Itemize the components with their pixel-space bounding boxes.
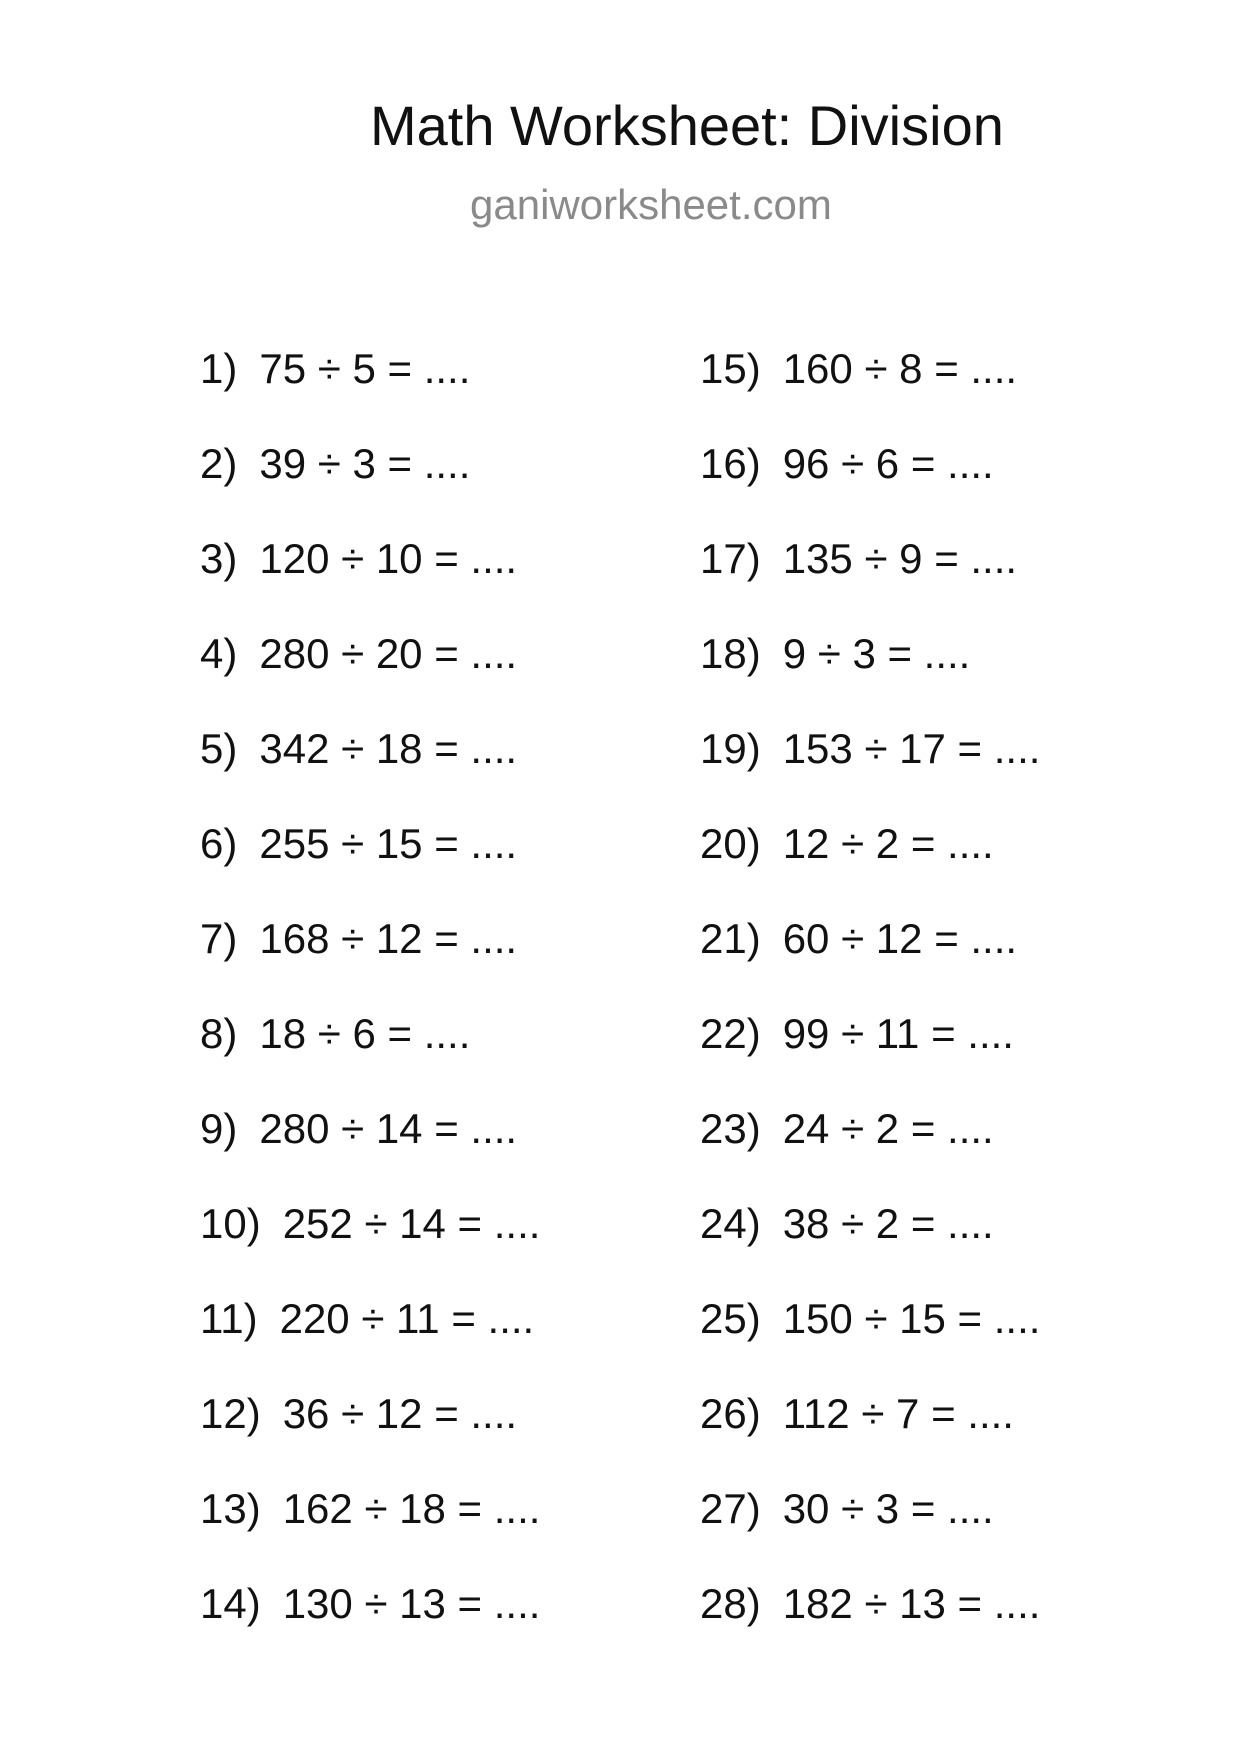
problem-column-left [200,345,541,1678]
problem-expression: 12 ÷ 2 = .... [782,820,994,867]
problem-item [700,915,1040,1013]
problem-item [700,630,1040,728]
problem-item [700,820,1040,918]
problem-item [200,535,540,633]
problem-expression: 9 ÷ 3 = .... [782,630,971,677]
problem-item [200,345,540,443]
problem-expression: 130 ÷ 13 = .... [282,1580,541,1627]
problem-item [200,440,540,538]
problem-number: 4) [200,630,238,677]
problem-expression: 36 ÷ 12 = .... [282,1390,518,1437]
problem-item [200,1390,540,1488]
problem-number: 9) [200,1105,238,1152]
website-subtitle: ganiworksheet.com [470,181,832,228]
problem-item [700,1200,1040,1298]
problem-expression: 24 ÷ 2 = .... [782,1105,994,1152]
problem-item [700,725,1041,823]
problem-item [700,535,1040,633]
problem-expression: 168 ÷ 12 = .... [259,915,518,962]
problem-number: 14) [200,1580,261,1627]
problem-number: 23) [700,1105,761,1152]
problem-number: 2) [200,440,238,487]
problem-item [200,915,540,1013]
problem-number: 8) [200,1010,238,1057]
problem-number: 10) [200,1200,261,1247]
problem-expression: 153 ÷ 17 = .... [782,725,1041,772]
worksheet-title: Math Worksheet: Division [370,94,1004,157]
problem-number: 6) [200,820,238,867]
problem-expression: 135 ÷ 9 = .... [782,535,1018,582]
problem-number: 22) [700,1010,761,1057]
problem-item [700,1010,1040,1108]
problem-expression: 30 ÷ 3 = .... [782,1485,994,1532]
problem-item [200,1010,540,1108]
problem-item [200,1485,541,1583]
problem-item [700,345,1040,443]
problem-expression: 75 ÷ 5 = .... [259,345,471,392]
problem-expression: 60 ÷ 12 = .... [782,915,1018,962]
problem-expression: 112 ÷ 7 = .... [782,1390,1014,1437]
problem-number: 17) [700,535,761,582]
problem-item [700,1295,1041,1393]
problem-number: 26) [700,1390,761,1437]
problem-number: 1) [200,345,238,392]
problem-number: 25) [700,1295,761,1342]
problem-number: 20) [700,820,761,867]
problem-expression: 96 ÷ 6 = .... [782,440,994,487]
problem-number: 19) [700,725,761,772]
problem-item [700,1485,1040,1583]
problem-expression: 39 ÷ 3 = .... [259,440,471,487]
problem-number: 21) [700,915,761,962]
problem-number: 18) [700,630,761,677]
problem-item [200,1200,541,1298]
problem-number: 3) [200,535,238,582]
problem-number: 5) [200,725,238,772]
problem-expression: 150 ÷ 15 = .... [782,1295,1041,1342]
problem-expression: 99 ÷ 11 = .... [782,1010,1014,1057]
problem-number: 13) [200,1485,261,1532]
problem-expression: 280 ÷ 20 = .... [259,630,518,677]
problem-expression: 182 ÷ 13 = .... [782,1580,1041,1627]
problem-expression: 162 ÷ 18 = .... [282,1485,541,1532]
problem-expression: 160 ÷ 8 = .... [782,345,1018,392]
problem-item [700,440,1040,538]
problem-item [700,1105,1040,1203]
problem-expression: 220 ÷ 11 = .... [279,1295,535,1342]
problem-item [200,630,540,728]
problem-expression: 252 ÷ 14 = .... [282,1200,541,1247]
problem-item [200,1105,540,1203]
problem-number: 27) [700,1485,761,1532]
problem-expression: 120 ÷ 10 = .... [259,535,518,582]
problem-expression: 18 ÷ 6 = .... [259,1010,471,1057]
problem-item [200,820,540,918]
problem-item [200,1580,541,1678]
problem-item [200,1295,540,1393]
problem-number: 15) [700,345,761,392]
problem-number: 7) [200,915,238,962]
problem-expression: 280 ÷ 14 = .... [259,1105,518,1152]
problem-expression: 38 ÷ 2 = .... [782,1200,994,1247]
problem-column-right [700,345,1041,1678]
problem-number: 28) [700,1580,761,1627]
problem-expression: 255 ÷ 15 = .... [259,820,518,867]
problem-expression: 342 ÷ 18 = .... [259,725,518,772]
problem-number: 24) [700,1200,761,1247]
problem-item [700,1580,1041,1678]
problem-number: 12) [200,1390,261,1437]
problem-number: 16) [700,440,761,487]
problem-item [700,1390,1040,1488]
problem-item [200,725,540,823]
problem-number: 11) [200,1295,258,1342]
